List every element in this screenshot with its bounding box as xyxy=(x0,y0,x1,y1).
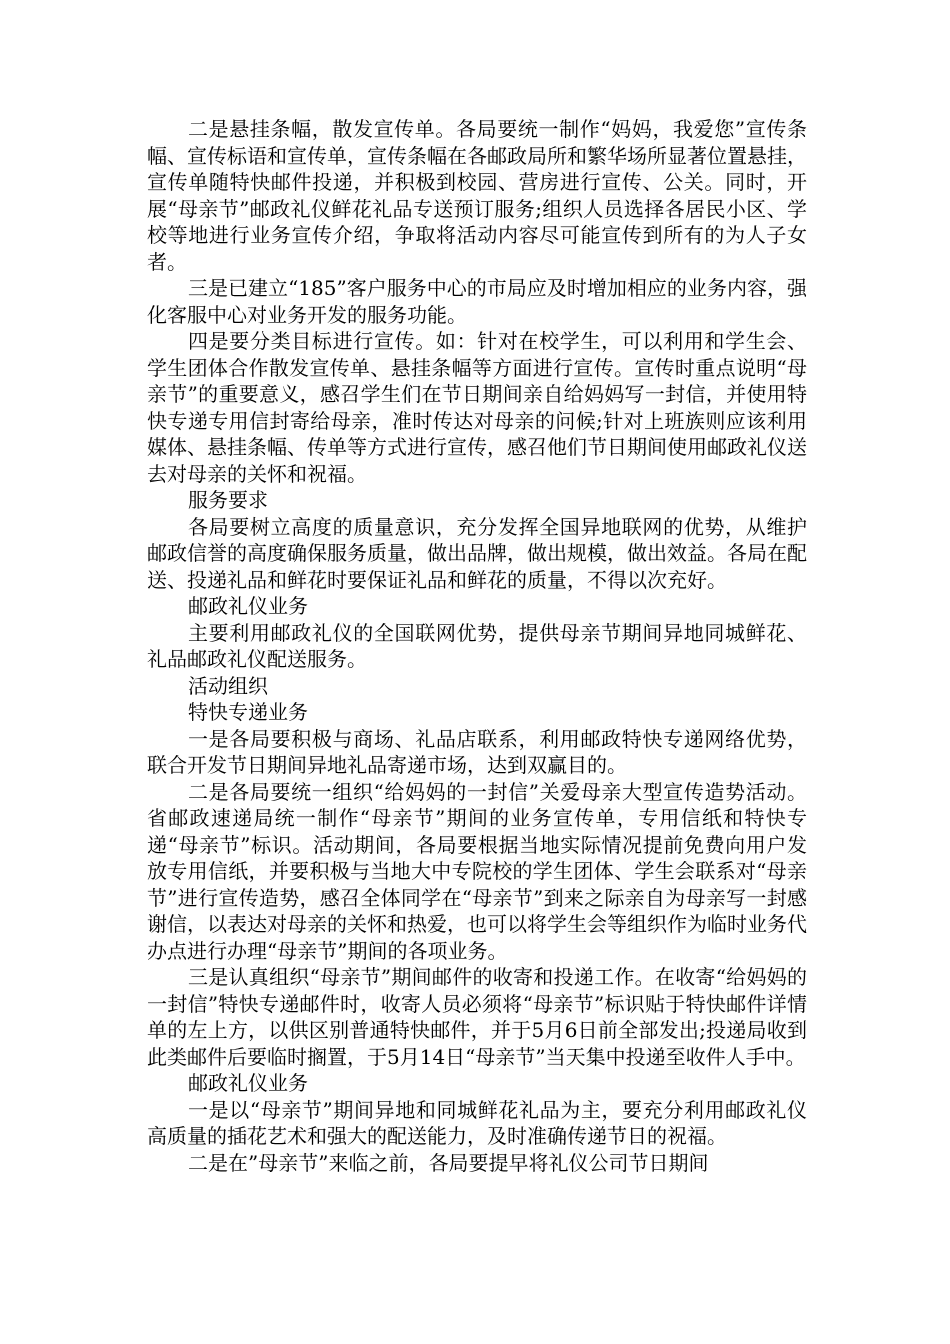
paragraph-service-center: 三是已建立“185”客户服务中心的市局应及时增加相应的业务内容，强化客服中心对业务开发的服务功能。 xyxy=(147,276,807,327)
paragraph-express-third: 三是认真组织“母亲节”期间邮件的收寄和投递工作。在收寄“给妈妈的一封信”特快专递邮件时，收寄人员必须将“母亲节”标识贴于特快邮件详情单的左上方，以供区别普通特快邮件，并于5月6日前全部发出;投递局收到此类邮件后要临时搁置，于5月14日“母亲节”当天集中投递至收件人手中。 xyxy=(147,965,807,1069)
paragraph-etiquette-network: 主要利用邮政礼仪的全国联网优势，提供母亲节期间异地同城鲜花、礼品邮政礼仪配送服务。 xyxy=(147,620,807,671)
heading-service-requirements: 服务要求 xyxy=(188,488,268,512)
paragraph-express-first: 一是各局要积极与商场、礼品店联系，利用邮政特快专递网络优势，联合开发节日期间异地礼品寄递市场，达到双赢目的。 xyxy=(147,726,807,777)
paragraph-express-second: 二是各局要统一组织“给妈妈的一封信”关爱母亲大型宣传造势活动。省邮政速递局统一制作“母亲节”期间的业务宣传单，专用信纸和特快专递“母亲节”标识。活动期间，各局要根据当地实际情况提前免费向用户发放专用信纸，并要积极与当地大中专院校的学生团体、学生会联系对“母亲节”进行宣传造势，感召全体同学在“母亲节”到来之际亲自为母亲写一封感谢信，以表达对母亲的关怀和热爱，也可以将学生会等组织作为临时业务代办点进行办理“母亲节”期间的各项业务。 xyxy=(147,779,807,963)
heading-express-service: 特快专递业务 xyxy=(188,700,308,724)
heading-activity-organization: 活动组织 xyxy=(188,673,268,698)
heading-postal-etiquette-2: 邮政礼仪业务 xyxy=(188,1071,308,1095)
paragraph-etiquette-first: 一是以“母亲节”期间异地和同城鲜花礼品为主，要充分利用邮政礼仪高质量的插花艺术和强大的配送能力，及时准确传递节日的祝福。 xyxy=(147,1097,807,1148)
paragraph-quality: 各局要树立高度的质量意识，充分发挥全国异地联网的优势，从维护邮政信誉的高度确保服务质量，做出品牌，做出规模，做出效益。各局在配送、投递礼品和鲜花时要保证礼品和鲜花的质量，不得以次充好。 xyxy=(147,514,807,592)
paragraph-etiquette-second: 二是在”母亲节”来临之前，各局要提早将礼仪公司节日期间 xyxy=(188,1150,709,1175)
paragraph-target-promotion: 四是要分类目标进行宣传。如：针对在校学生，可以利用和学生会、学生团体合作散发宣传单、悬挂条幅等方面进行宣传。宣传时重点说明“母亲节”的重要意义，感召学生们在节日期间亲自给妈妈写一封信，并使用特快专递专用信封寄给母亲，准时传达对母亲的问候;针对上班族则应该利用媒体、悬挂条幅、传单等方式进行宣传，感召他们节日期间使用邮政礼仪送去对母亲的关怀和祝福。 xyxy=(147,329,807,486)
paragraph-promotion-banners: 二是悬挂条幅，散发宣传单。各局要统一制作“妈妈，我爱您”宣传条幅、宣传标语和宣传单，宣传条幅在各邮政局所和繁华场所显著位置悬挂，宣传单随特快邮件投递，并积极到校园、营房进行宣传、公关。同时，开展“母亲节”邮政礼仪鲜花礼品专送预订服务;组织人员选择各居民小区、学校等地进行业务宣传介绍，争取将活动内容尽可能宣传到所有的为人子女者。 xyxy=(147,117,807,274)
document-body xyxy=(147,116,807,1176)
heading-postal-etiquette: 邮政礼仪业务 xyxy=(188,594,308,618)
